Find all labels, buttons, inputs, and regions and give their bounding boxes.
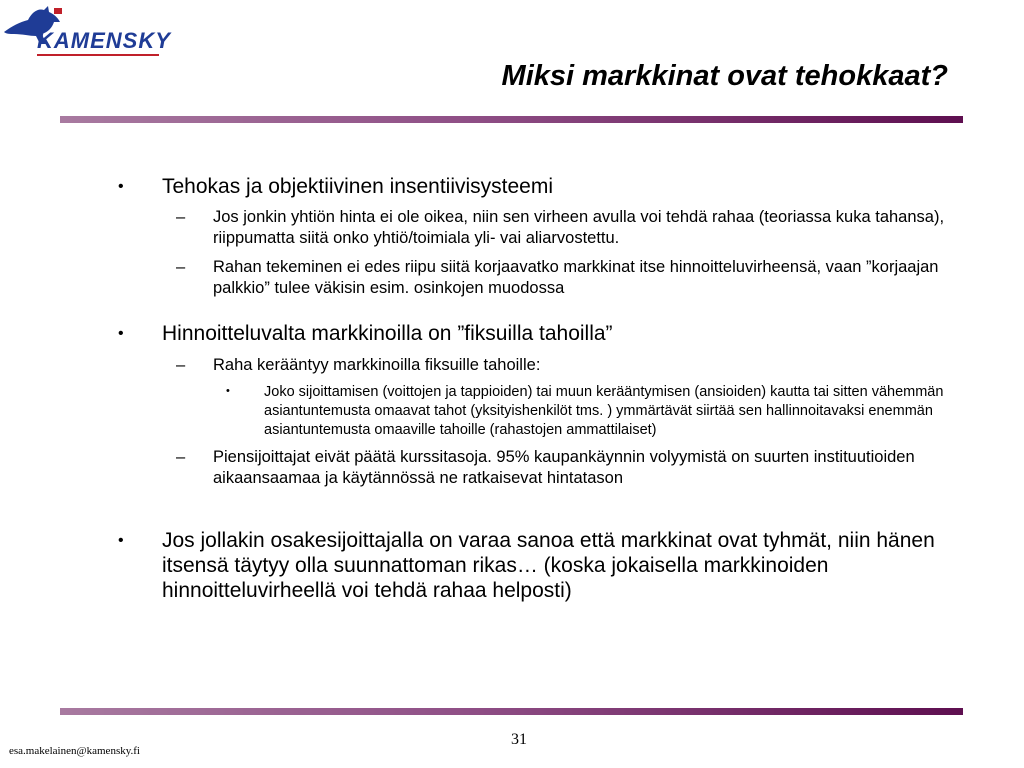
sub-bullet-text: Raha kerääntyy markkinoilla fiksuille tahoille: [213, 356, 541, 374]
bullet-marker: • [118, 178, 124, 195]
small-bullet-marker: • [226, 385, 230, 397]
slide-title: Miksi markkinat ovat tehokkaat? [501, 60, 948, 92]
sub-bullet-text: Piensijoittajat eivät päätä kurssitasoja. 95% kaupankäynnin volyymistä on suurten instituutioiden aikaansaamaa ja käytännössä ne ratkaisevat hintatason [213, 448, 915, 487]
dash-marker: – [176, 208, 186, 226]
dash-marker: – [176, 356, 186, 374]
kamensky-logo [2, 2, 172, 62]
bullet-text: Jos jollakin osakesijoittajalla on varaa sanoa että markkinat ovat tyhmät, niin hänen itsensä täytyy olla suunnattoman rikas… (koska jokaisella markkinoiden hinnoitteluvirheellä voi tehdä rahaa helposti) [162, 529, 935, 602]
logo-underline [37, 54, 159, 56]
sub-bullet-text: Jos jonkin yhtiön hinta ei ole oikea, niin sen virheen avulla voi tehdä rahaa (teoriassa kuka tahansa), riippumatta siitä onko yhtiö/toimiala yli- vai aliarvostettu. [213, 208, 945, 247]
dash-marker: – [176, 258, 186, 276]
sub-bullet-text: Rahan tekeminen ei edes riipu siitä korjaavatko markkinat itse hinnoitteluvirheensä, vaan ”korjaajan palkkio” tulee väkisin esim. osinkojen muodossa [213, 258, 939, 297]
sub-bullet-1-2 [176, 257, 973, 299]
footer-email: esa.makelainen@kamensky.fi [9, 745, 140, 757]
sub-bullet-2-2 [176, 447, 973, 489]
sub-sub-bullet-text: Joko sijoittamisen (voittojen ja tappioiden) tai muun kerääntymisen (ansioiden) kautta tai sitten vähemmän asiantuntemusta omaavat tahot (yksityishenkilöt tms. ) ymmärtävät siirtää sen hallinnoitavaksi enemmän asiantuntemusta omaaville tahoille (rahastojen ammattilaiset) [264, 384, 944, 438]
sub-bullet-2-1 [176, 355, 973, 376]
bullet-text: Hinnoitteluvalta markkinoilla on ”fiksuilla tahoilla” [162, 322, 613, 345]
logo-wordmark: KAMENSKY [37, 28, 171, 53]
bottom-divider [60, 708, 963, 715]
sub-bullet-1-1 [176, 207, 973, 249]
sub-sub-bullet-2-1-1 [226, 383, 984, 440]
dash-marker: – [176, 448, 186, 466]
bullet-marker: • [118, 532, 124, 549]
page-number: 31 [511, 731, 527, 748]
bullet-marker: • [118, 325, 124, 342]
bullet-3 [118, 528, 942, 603]
bullet-2 [118, 321, 942, 346]
bullet-1 [118, 174, 942, 199]
top-divider [60, 116, 963, 123]
bullet-text: Tehokas ja objektiivinen insentiivisysteemi [162, 175, 554, 198]
